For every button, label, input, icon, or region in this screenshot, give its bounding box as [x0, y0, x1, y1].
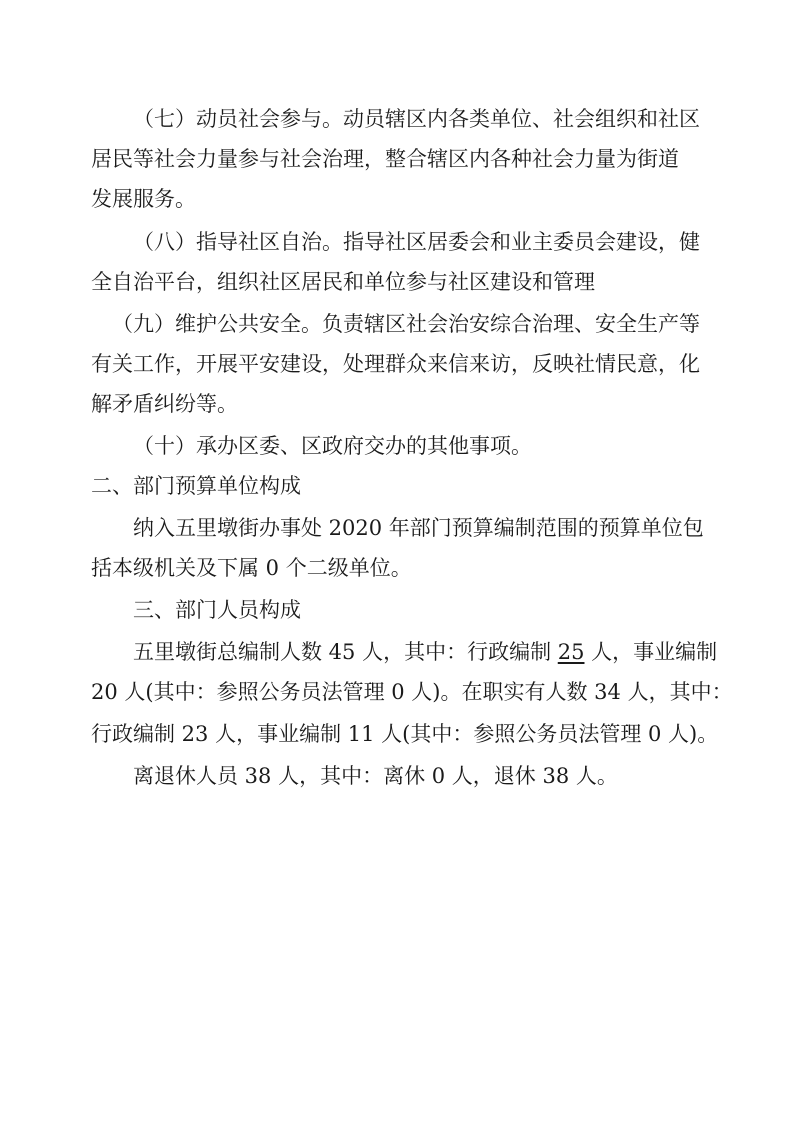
section3-line1-part-c: 人，事业编制 [584, 640, 718, 664]
item8-line2: 全自治平台，组织社区居民和单位参与社区建设和管理 [91, 270, 595, 294]
item9-line1: （九）维护公共安全。负责辖区社会治安综合治理、安全生产等 [112, 312, 700, 336]
administrative-staff-count: 25 [557, 640, 585, 664]
item10-line1: （十）承办区委、区政府交办的其他事项。 [133, 434, 532, 458]
section2-line2: 括本级机关及下属 0 个二级单位。 [91, 556, 412, 580]
section3-line2: 20 人(其中：参照公务员法管理 0 人)。在职实有人数 34 人，其中： [91, 680, 733, 704]
section3-line3: 行政编制 23 人，事业编制 11 人(其中：参照公务员法管理 0 人)。 [91, 722, 719, 746]
item9-line2: 有关工作，开展平安建设，处理群众来信来访，反映社情民意，化 [91, 352, 700, 376]
section3-line1-part-a: 五里墩街总编制人数 45 人，其中：行政编制 [133, 640, 558, 664]
item7-line2: 居民等社会力量参与社会治理，整合辖区内各种社会力量为街道 [91, 147, 679, 171]
item7-line1: （七）动员社会参与。动员辖区内各类单位、社会组织和社区 [133, 107, 700, 131]
item8-line1: （八）指导社区自治。指导社区居委会和业主委员会建设，健 [133, 230, 700, 254]
section2-heading: 二、部门预算单位构成 [91, 474, 301, 498]
section3-heading: 三、部门人员构成 [133, 598, 301, 622]
section3-line4: 离退休人员 38 人，其中：离休 0 人，退休 38 人。 [133, 764, 618, 788]
item7-line3: 发展服务。 [91, 187, 196, 211]
item9-line3: 解矛盾纠纷等。 [91, 392, 238, 416]
section2-line1: 纳入五里墩街办事处 2020 年部门预算编制范围的预算单位包 [133, 516, 704, 540]
section3-line1 [133, 635, 717, 669]
